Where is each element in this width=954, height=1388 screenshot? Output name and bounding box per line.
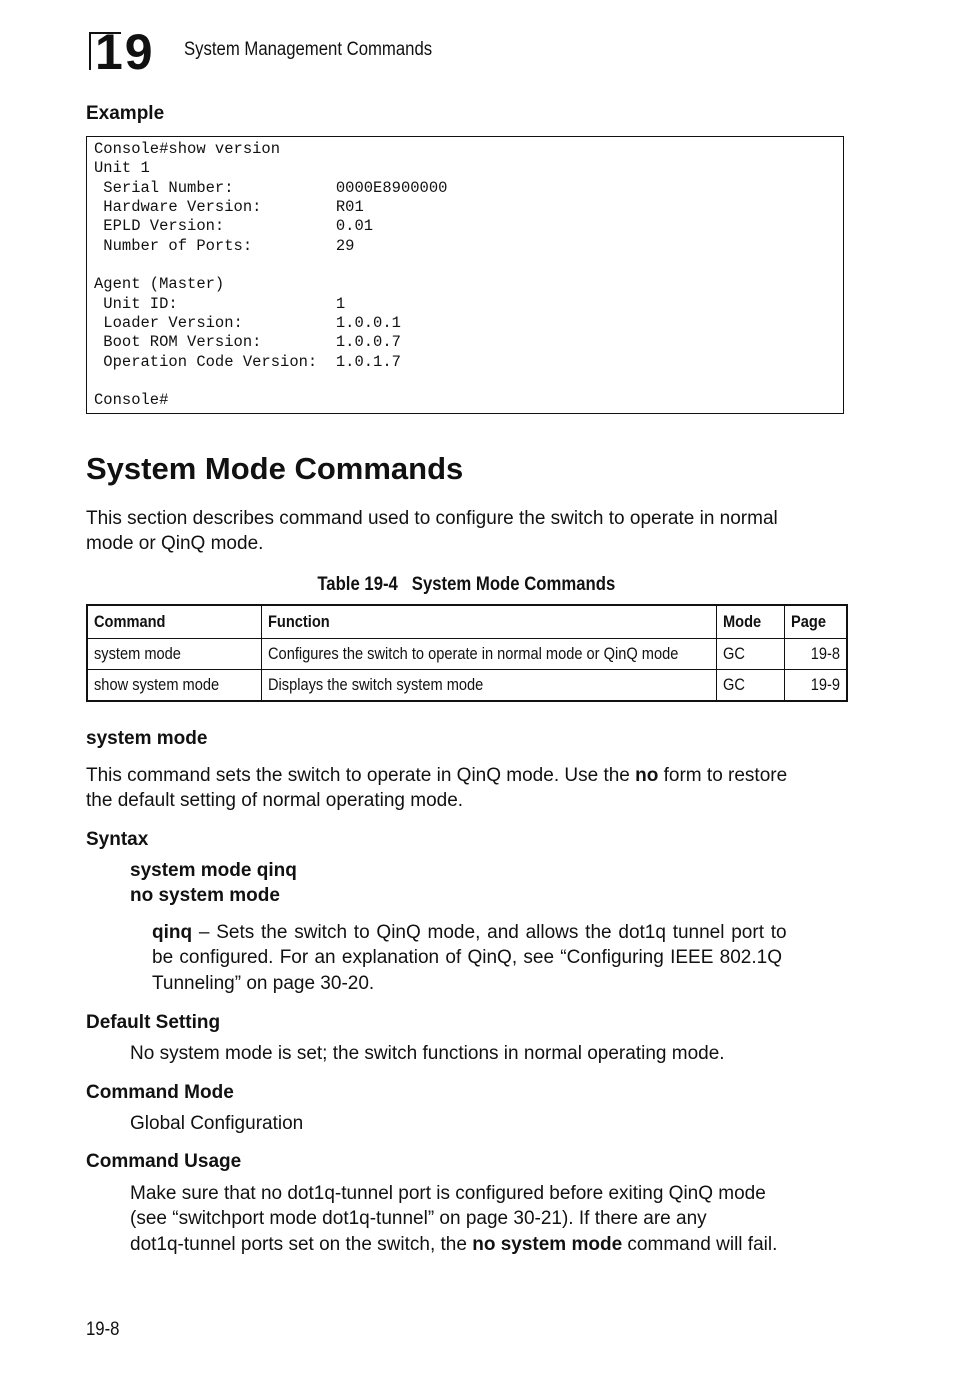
command-description-line-1: [86, 763, 787, 788]
command-name-heading: system mode: [86, 728, 208, 749]
section-title: System Mode Commands: [86, 451, 464, 486]
table-cell-mode: GC: [716, 670, 784, 702]
system-mode-commands-table: [86, 604, 848, 702]
qinq-keyword: qinq: [152, 922, 193, 943]
command-mode-heading: Command Mode: [86, 1082, 234, 1103]
parameter-line-1: [152, 920, 842, 945]
usage-line-2: (see “switchport mode dot1q-tunnel” on page 30-21). If there are any: [130, 1208, 707, 1230]
chapter-number: 19: [95, 24, 155, 80]
default-setting-text: No system mode is set; the switch functions in normal operating mode.: [130, 1043, 725, 1064]
syntax-block: [130, 858, 297, 909]
table-row: [87, 670, 847, 702]
section-intro-line-2: mode or QinQ mode.: [86, 533, 264, 555]
table-cell-page: 19-8: [784, 639, 847, 670]
command-usage-heading: Command Usage: [86, 1151, 242, 1172]
section-intro: [86, 506, 778, 557]
table-header-cell: Function: [261, 605, 716, 639]
table-header-row: [87, 605, 847, 639]
usage-line-1: Make sure that no dot1q-tunnel port is configured before exiting QinQ mode: [130, 1183, 766, 1204]
table-caption: [86, 573, 846, 597]
table-cell-function: Displays the switch system mode: [261, 670, 716, 702]
parameter-line-3: Tunneling” on page 30-20.: [152, 972, 375, 994]
no-keyword: no: [635, 765, 659, 786]
running-header-title: System Management Commands: [184, 39, 433, 60]
syntax-line-1: system mode qinq: [130, 860, 297, 881]
table-caption-text: Table 19-4 System Mode Commands: [317, 574, 615, 595]
table-cell-command: system mode: [87, 639, 261, 670]
table-cell-mode: GC: [716, 639, 784, 670]
text-run: – Sets the switch to QinQ mode, and allows the dot1q tunnel port to: [192, 922, 787, 943]
usage-line-3: [130, 1232, 777, 1257]
section-intro-line-1: This section describes command used to configure the switch to operate in normal: [86, 508, 778, 529]
example-heading: Example: [86, 103, 165, 124]
table-header-cell: Mode: [716, 605, 784, 639]
table-cell-function: Configures the switch to operate in normal mode or QinQ mode: [261, 639, 716, 670]
no-system-mode-keyword: no system mode: [472, 1233, 623, 1255]
text-run: dot1q-tunnel ports set on the switch, the: [130, 1233, 473, 1255]
text-run: form to restore: [658, 765, 788, 786]
command-description: [86, 763, 787, 814]
page-number: 19-8: [86, 1319, 120, 1340]
table-header-cell: Command: [87, 605, 261, 639]
table-cell-command: show system mode: [87, 670, 261, 702]
code-example-box: [86, 136, 844, 414]
code-example-text: Console#show version Unit 1 Serial Number: 0000E8900000 Hardware Version: R01 EPLD Version: 0.01 Number of Ports: 29 Agent (Master) Unit ID: 1 Loader Version: 1.0.0.1 Boot ROM Version: 1.0.0.7 Operation Code Version: 1.0.1.7 Console#: [94, 140, 448, 410]
command-usage-text: [130, 1181, 777, 1257]
syntax-line-2: no system mode: [130, 885, 280, 907]
text-run: command will fail.: [622, 1233, 778, 1255]
parameter-line-2: be configured. For an explanation of QinQ, see “Configuring IEEE 802.1Q: [152, 947, 782, 969]
syntax-heading: Syntax: [86, 829, 149, 850]
parameter-description: [152, 920, 842, 996]
table-header-cell: Page: [784, 605, 847, 639]
text-run: This command sets the switch to operate in QinQ mode. Use the: [86, 765, 636, 786]
default-setting-heading: Default Setting: [86, 1012, 221, 1033]
command-mode-text: Global Configuration: [130, 1113, 304, 1134]
table-cell-page: 19-9: [784, 670, 847, 702]
command-description-line-2: the default setting of normal operating mode.: [86, 790, 464, 812]
table-row: [87, 639, 847, 670]
